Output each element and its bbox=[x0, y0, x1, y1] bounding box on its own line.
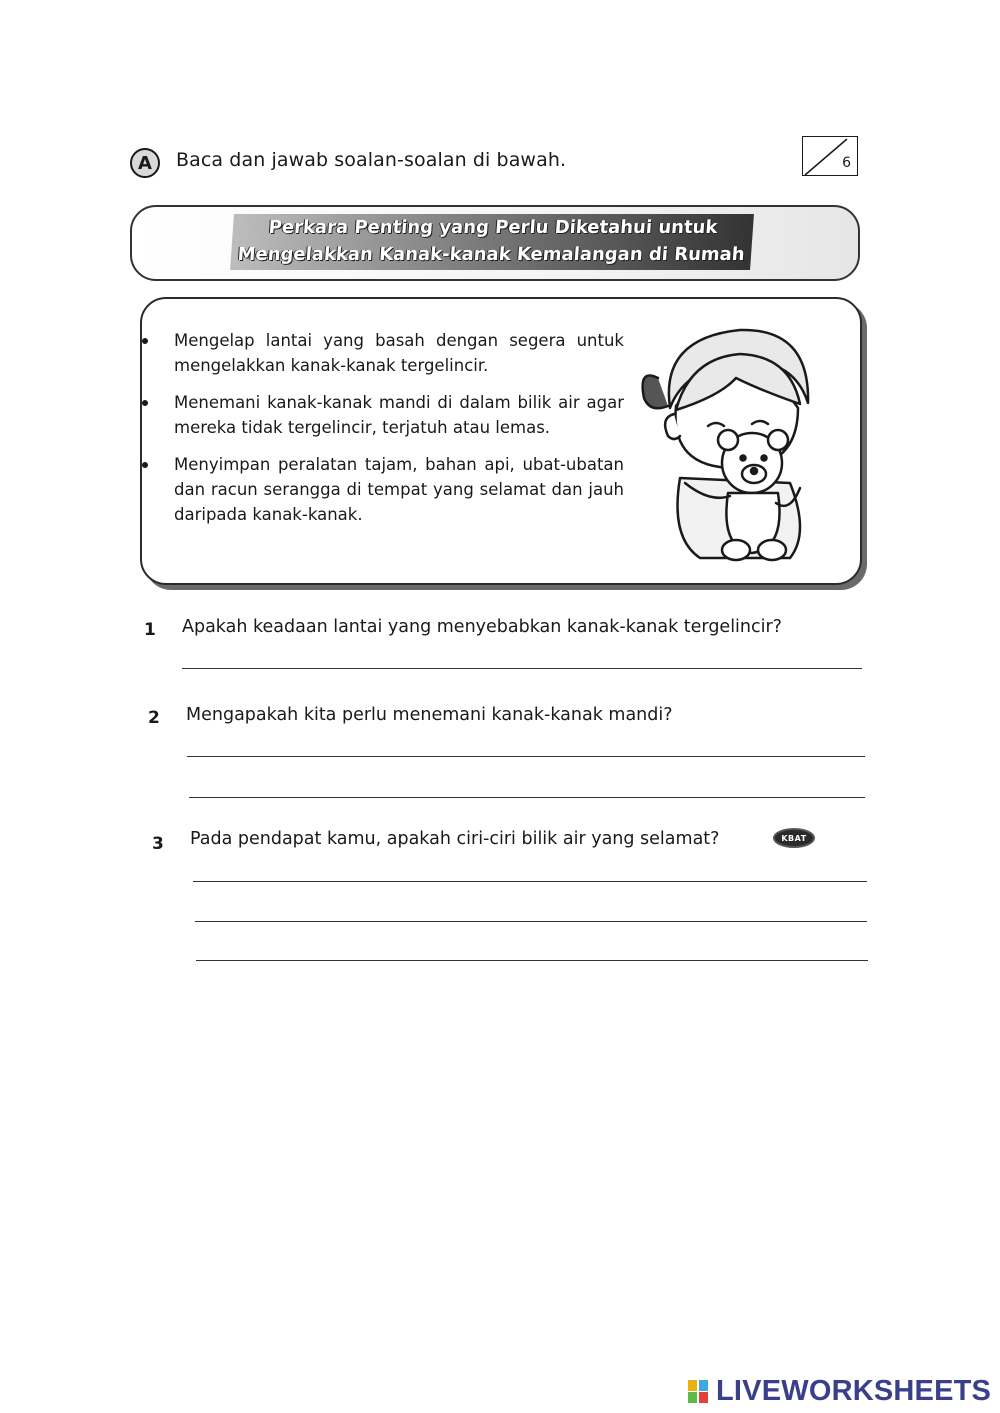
liveworksheets-logo bbox=[688, 1376, 991, 1406]
kbat-badge: KBAT bbox=[773, 828, 815, 848]
question-3-number: 3 bbox=[152, 834, 164, 854]
info-item-text: Menyimpan peralatan tajam, bahan api, ubat-ubatan dan racun serangga di tempat yang selamat dan jauh daripada kanak-kanak. bbox=[174, 455, 624, 524]
question-1-text: Apakah keadaan lantai yang menyebabkan kanak-kanak tergelincir? bbox=[182, 617, 782, 637]
title-line-2: Mengelakkan Kanak-kanak Kemalangan di Rumah bbox=[236, 244, 746, 265]
bullet-icon bbox=[142, 462, 148, 468]
brand-name: LIVEWORKSHEETS bbox=[716, 1374, 992, 1407]
question-3-text: Pada pendapat kamu, apakah ciri-ciri bilik air yang selamat? bbox=[190, 829, 720, 849]
question-2-text: Mengapakah kita perlu menemani kanak-kanak mandi? bbox=[186, 705, 673, 725]
child-with-teddy-illustration bbox=[640, 318, 840, 568]
answer-line-q2-2[interactable] bbox=[189, 797, 865, 798]
answer-line-q3-1[interactable] bbox=[193, 881, 867, 882]
bullet-icon bbox=[142, 400, 148, 406]
question-1-number: 1 bbox=[144, 620, 156, 640]
liveworksheets-logo-icon bbox=[688, 1378, 710, 1404]
answer-line-q2-1[interactable] bbox=[187, 756, 865, 757]
score-box bbox=[802, 136, 858, 176]
instruction-text: Baca dan jawab soalan-soalan di bawah. bbox=[176, 149, 567, 171]
title-line-1: Perkara Penting yang Perlu Diketahui untuk bbox=[267, 217, 719, 238]
section-badge bbox=[130, 148, 160, 178]
score-total: 6 bbox=[842, 155, 851, 171]
info-item-text: Menemani kanak-kanak mandi di dalam bilik air agar mereka tidak tergelincir, terjatuh atau lemas. bbox=[174, 393, 624, 437]
bullet-icon bbox=[142, 338, 148, 344]
answer-line-q3-2[interactable] bbox=[195, 921, 867, 922]
section-letter: A bbox=[138, 152, 152, 174]
info-list bbox=[142, 328, 624, 539]
answer-line-q3-3[interactable] bbox=[196, 960, 868, 961]
question-2-number: 2 bbox=[148, 708, 160, 728]
info-item bbox=[142, 452, 624, 527]
info-item bbox=[142, 328, 624, 378]
info-item bbox=[142, 390, 624, 440]
answer-line-q1[interactable] bbox=[182, 668, 862, 669]
title-text bbox=[230, 214, 754, 270]
info-item-text: Mengelap lantai yang basah dengan segera untuk mengelakkan kanak-kanak tergelincir. bbox=[174, 331, 624, 375]
